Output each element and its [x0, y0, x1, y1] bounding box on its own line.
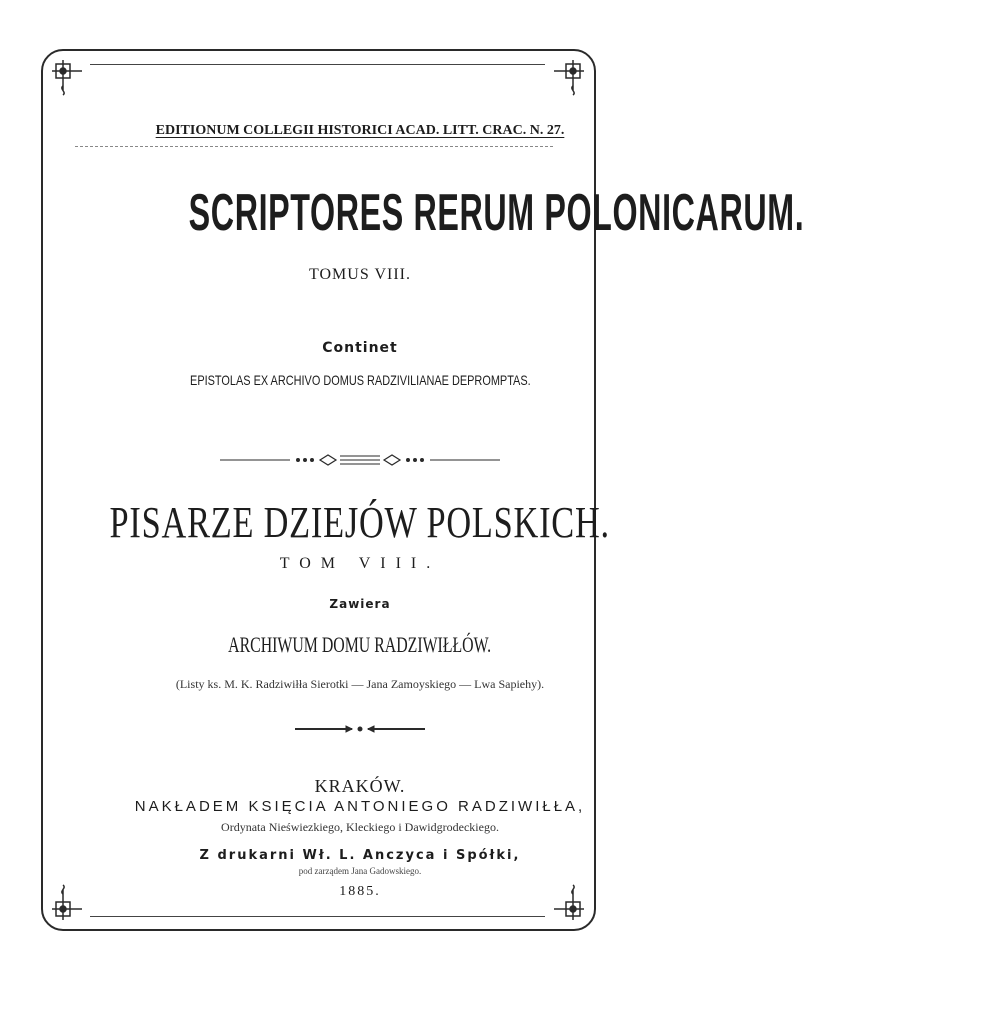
series-statement: EDITIONUM COLLEGII HISTORICI ACAD. LITT. CRAC. N. 27.	[155, 123, 565, 138]
imprint-printer: Z drukarni Wł. L. Anczyca i Spółki,	[199, 848, 521, 863]
latin-contents: EPISTOLAS EX ARCHIVO DOMUS RADZIVILIANAE DEPROMPTAS.	[189, 372, 531, 388]
series-rule	[75, 146, 553, 147]
top-rule	[90, 64, 545, 65]
imprint-publisher: NAKŁADEM KSIĘCIA ANTONIEGO RADZIWIŁŁA,	[134, 798, 586, 815]
polish-contents: ARCHIWUM DOMU RADZIWIŁŁÓW.	[228, 632, 492, 657]
imprint-place: KRAKÓW.	[314, 776, 406, 796]
latin-continet-label: Continet	[322, 340, 398, 356]
imprint-year: 1885.	[339, 884, 381, 899]
divider-ornament-icon	[0, 450, 720, 470]
polish-volume: TOM VIII.	[279, 555, 441, 572]
polish-title: PISARZE DZIEJÓW POLSKICH.	[109, 498, 611, 547]
corner-ornament-top-right-icon	[548, 56, 588, 96]
imprint-printer-management: pod zarządem Jana Gadowskiego.	[298, 866, 422, 876]
bottom-rule	[90, 916, 545, 917]
polish-zawiera-label: Zawiera	[329, 597, 391, 611]
corner-ornament-top-left-icon	[48, 56, 88, 96]
latin-title: SCRIPTORES RERUM POLONICARUM.	[188, 184, 805, 242]
divider-dash-ornament-icon	[0, 722, 720, 736]
polish-contents-note: (Listy ks. M. K. Radziwiłła Sierotki — Jana Zamoyskiego — Lwa Sapiehy).	[175, 677, 545, 691]
imprint-publisher-title: Ordynata Nieświezkiego, Kleckiego i Dawidgrodeckiego.	[221, 820, 499, 834]
latin-volume: TOMUS VIII.	[309, 266, 411, 283]
